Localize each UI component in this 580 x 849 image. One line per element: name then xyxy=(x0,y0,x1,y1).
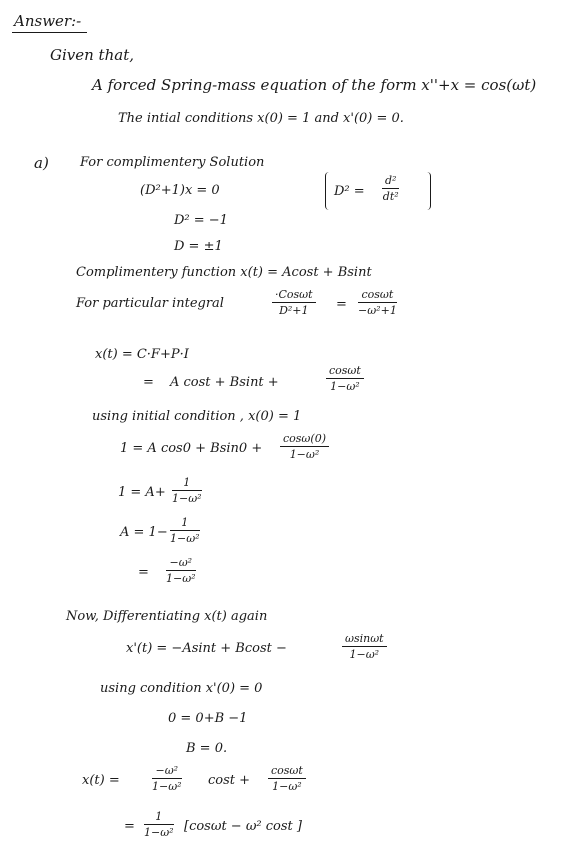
pi-frac1-den: D²+1 xyxy=(279,304,309,317)
equation-d-squared: D² = −1 xyxy=(174,213,228,228)
ic4-frac-num: −ω² xyxy=(166,556,196,571)
condition-line: using condition x'(0) = 0 xyxy=(100,681,263,696)
given-label: Given that, xyxy=(50,46,134,64)
final-frac1-den: 1−ω² xyxy=(152,780,182,793)
ic-equation-2-fraction xyxy=(172,476,202,505)
general-solution-eq: = xyxy=(143,375,154,390)
ic-equation-3-fraction xyxy=(170,516,200,545)
derivative-equation: x'(t) = −Asint + Bcost − xyxy=(126,641,287,656)
gs-frac-num: cosωt xyxy=(326,364,364,379)
general-solution-fraction xyxy=(326,364,364,393)
diff-frac-num: ωsinωt xyxy=(342,632,387,647)
final-frac1-num: −ω² xyxy=(152,764,182,779)
equation-characteristic: (D²+1)x = 0 xyxy=(140,183,220,198)
pi-frac1-num: ·Cosωt xyxy=(272,288,316,303)
initial-condition-line: using initial condition , x(0) = 1 xyxy=(92,409,302,424)
ic-equation-1: 1 = A cos0 + Bsin0 + xyxy=(120,441,263,456)
final-solution-lhs: x(t) = xyxy=(82,773,120,788)
general-solution-line: x(t) = C·F+P·I xyxy=(95,347,189,362)
ic-equation-4-eq: = xyxy=(138,565,149,580)
final-fraction-1 xyxy=(152,764,182,793)
ic-equation-2: 1 = A+ xyxy=(118,485,166,500)
condition-equation-2: B = 0. xyxy=(186,741,228,756)
particular-integral-fraction-2 xyxy=(358,288,397,317)
final2-frac-num: 1 xyxy=(144,810,174,825)
diff-frac-den: 1−ω² xyxy=(349,648,380,661)
final-frac2-den: 1−ω² xyxy=(272,780,302,793)
final-frac2-num: cosωt xyxy=(268,764,306,779)
equation-roots: D = ±1 xyxy=(174,239,223,254)
statement-line-2: The intial conditions x(0) = 1 and x'(0) = 0. xyxy=(118,111,404,126)
ic-equation-3: A = 1− xyxy=(120,525,168,540)
ic3-frac-num: 1 xyxy=(170,516,200,531)
ic1-frac-num: cosω(0) xyxy=(280,432,329,447)
part-a-title: For complimentery Solution xyxy=(80,155,265,170)
statement-line-1: A forced Spring-mass equation of the form x''+x = cos(ωt) xyxy=(92,76,537,94)
ic2-frac-den: 1−ω² xyxy=(172,492,202,505)
answer-heading: Answer:- xyxy=(14,12,82,30)
answer-underline xyxy=(12,32,87,33)
operator-note-fraction xyxy=(382,174,399,203)
final-solution-mid: cost + xyxy=(208,773,251,788)
derivative-fraction xyxy=(342,632,387,661)
final-2-fraction xyxy=(144,810,174,839)
differentiation-line: Now, Differentiating x(t) again xyxy=(66,609,268,624)
operator-note-num: d² xyxy=(382,174,399,189)
ic1-frac-den: 1−ω² xyxy=(289,448,320,461)
particular-integral-label: For particular integral xyxy=(76,296,224,311)
general-solution-expression: A cost + Bsint + xyxy=(170,375,279,390)
gs-frac-den: 1−ω² xyxy=(330,380,360,393)
final-2-bracket: [cosωt − ω² cost ] xyxy=(184,819,302,834)
particular-integral-fraction-1 xyxy=(272,288,316,317)
operator-note-lhs: D² = xyxy=(334,184,365,199)
ic4-frac-den: 1−ω² xyxy=(166,572,196,585)
condition-equation-1: 0 = 0+B −1 xyxy=(168,711,248,726)
ic3-frac-den: 1−ω² xyxy=(170,532,200,545)
final-fraction-2 xyxy=(268,764,306,793)
pi-frac2-den: −ω²+1 xyxy=(358,304,397,317)
part-a-label: a) xyxy=(34,154,49,172)
operator-note-den: dt² xyxy=(382,190,399,203)
ic-equation-1-fraction xyxy=(280,432,329,461)
pi-equals: = xyxy=(336,297,347,312)
ic2-frac-num: 1 xyxy=(172,476,202,491)
pi-frac2-num: cosωt xyxy=(358,288,397,303)
complementary-function-line: Complimentery function x(t) = Acost + Bsint xyxy=(76,265,372,280)
final2-frac-den: 1−ω² xyxy=(144,826,174,839)
ic-equation-4-fraction xyxy=(166,556,196,585)
final-2-eq: = xyxy=(124,819,135,834)
